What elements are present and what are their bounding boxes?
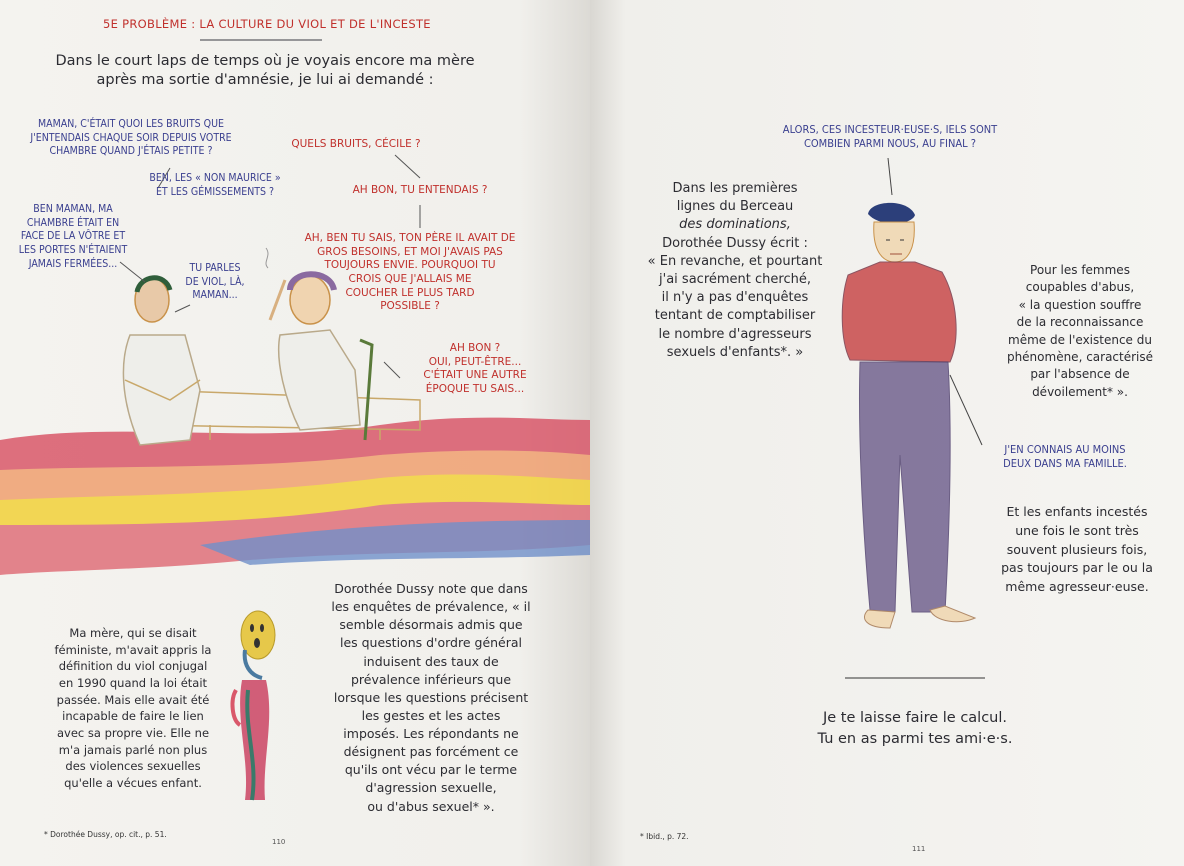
speech-pointer-family bbox=[950, 375, 982, 445]
screaming-figure bbox=[233, 611, 275, 800]
speech-bubble-mother-4: AH BON ? OUI, PEUT-ÊTRE... C'ÉTAIT UNE AUTRE ÉPOQUE TU SAIS... bbox=[423, 342, 527, 395]
left-page bbox=[0, 0, 590, 866]
page-number: 110 bbox=[272, 838, 286, 846]
chapter-title: 5E PROBLÈME : LA CULTURE DU VIOL ET DE L'INCESTE bbox=[103, 17, 431, 31]
rainbow-band bbox=[0, 418, 590, 575]
speech-bubble-family: J'EN CONNAIS AU MOINS DEUX DANS MA FAMILLE. bbox=[1003, 443, 1127, 471]
speech-bubble-daughter-1: MAMAN, C'ÉTAIT QUOI LES BRUITS QUE J'ENTENDAIS CHAQUE SOIR DEPUIS VOTRE CHAMBRE QUAND J'ÉTAIS PETITE ? bbox=[30, 118, 232, 158]
prevalence-quote: Dorothée Dussy note que dans les enquêtes de prévalence, « il semble désormais admis que les questions d'ordre général induisent des taux de prévalence inférieurs que lorsque les questions précisent les gestes et les actes imposés. Les répondants ne désignent pas forcément ce qu'ils ont vécu par le terme d'agression sexuelle, ou d'abus sexuel* ». bbox=[331, 581, 531, 814]
intro-text bbox=[50, 52, 480, 90]
speech-bubble-daughter-3: BEN MAMAN, MA CHAMBRE ÉTAIT EN FACE DE LA VÔTRE ET LES PORTES N'ÉTAIENT JAMAIS FERMÉES... bbox=[18, 203, 128, 270]
footnote: * Dorothée Dussy, op. cit., p. 51. bbox=[44, 830, 167, 839]
right-page bbox=[590, 0, 1184, 866]
intro-line: après ma sortie d'amnésie, je lui ai demandé : bbox=[96, 71, 434, 88]
conclusion-text: Je te laisse faire le calcul. Tu en as parmi tes ami·e·s. bbox=[817, 710, 1013, 748]
speech-bubble-daughter-4: TU PARLES DE VIOL, LÀ, MAMAN... bbox=[185, 262, 245, 302]
speech-bubble-mother-1: QUELS BRUITS, CÉCILE ? bbox=[291, 138, 421, 150]
speech-bubble-question: ALORS, CES INCESTEUR·EUSE·S, IELS SONT COMBIEN PARMI NOUS, AU FINAL ? bbox=[782, 123, 998, 151]
speech-bubble-mother-2: AH BON, TU ENTENDAIS ? bbox=[352, 184, 488, 196]
women-abusers-quote: Pour les femmes coupables d'abus, « la question souffre de la reconnaissance même de l'existence du phénomène, caractérisé par l'absence de dévoilement* ». bbox=[1006, 263, 1154, 399]
page-number: 111 bbox=[912, 845, 926, 853]
smoke-icon bbox=[266, 248, 268, 268]
berceau-quote: Dans les premières lignes du Berceau des dominations, Dorothée Dussy écrit : « En revanche, et pourtant j'ai sacrément cherché, il n'y a pas d'enquêtes tentant de comptabiliser le nombre d'agresseurs sexuels d'enfants*. » bbox=[647, 181, 823, 360]
intro-line: Dans le court laps de temps où je voyais encore ma mère bbox=[55, 53, 475, 69]
standing-man-figure bbox=[842, 203, 975, 628]
mother-feminist-text: Ma mère, qui se disait féministe, m'avait appris la définition du viol conjugal en 1990 quand la loi était passée. Mais elle avait été incapable de faire le lien avec sa propre vie. Elle ne m'a jamais parlé non plus des violences sexuelles qu'elle a vécues enfant. bbox=[54, 626, 212, 791]
speech-bubble-daughter-2: BEN, LES « NON MAURICE » ET LES GÉMISSEMENTS ? bbox=[149, 172, 281, 198]
speech-bubble-mother-3: AH, BEN TU SAIS, TON PÈRE IL AVAIT DE GROS BESOINS, ET MOI J'AVAIS PAS TOUJOURS ENVIE. POURQUOI TU CROIS QUE J'ALLAIS ME COUCHER LE PLUS TARD POSSIBLE ? bbox=[304, 232, 516, 313]
speech-pointer-top bbox=[888, 158, 892, 195]
incest-repeat-text: Et les enfants incestés une fois le sont très souvent plusieurs fois, pas toujours par le ou la même agresseur·euse. bbox=[1001, 504, 1153, 594]
footnote: * Ibid., p. 72. bbox=[640, 832, 689, 841]
